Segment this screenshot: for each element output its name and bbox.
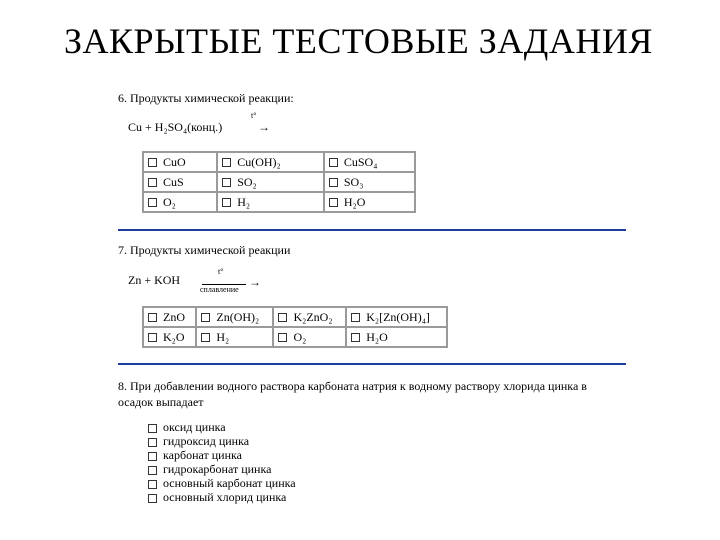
checkbox[interactable] <box>148 466 157 475</box>
option-label: O₂ <box>163 194 176 209</box>
option-cell[interactable] <box>143 327 196 347</box>
checkbox[interactable] <box>148 438 157 447</box>
option-cell[interactable] <box>273 307 346 327</box>
list-item[interactable] <box>148 434 296 448</box>
option-cell[interactable] <box>217 172 324 192</box>
section-separator <box>118 229 626 231</box>
equation-reactants: Cu + H₂SO₄(конц.) <box>128 120 223 134</box>
checkbox[interactable] <box>148 480 157 489</box>
question-7-text: 7. Продукты химической реакции <box>118 243 291 257</box>
question-8-text-line1: 8. При добавлении водного раствора карбоната натрия к водному раствору хлорида цинка в <box>118 379 587 393</box>
option-cell[interactable] <box>273 327 346 347</box>
option-cell[interactable] <box>217 152 324 172</box>
option-label: H₂O <box>366 329 388 344</box>
question-8-options <box>148 420 296 504</box>
checkbox[interactable] <box>148 452 157 461</box>
reaction-arrow: → <box>258 120 270 134</box>
option-label: H₂O <box>343 194 366 209</box>
option-cell[interactable] <box>324 172 415 192</box>
option-cell[interactable] <box>346 327 447 347</box>
checkbox[interactable] <box>329 178 338 187</box>
option-label: Cu(OH)₂ <box>237 154 281 169</box>
checkbox[interactable] <box>201 333 210 342</box>
option-cell[interactable] <box>196 327 273 347</box>
question-6-options-table <box>142 151 416 213</box>
option-cell[interactable] <box>143 152 217 172</box>
checkbox[interactable] <box>329 158 338 167</box>
option-label: K₂ZnO₂ <box>293 309 333 324</box>
checkbox[interactable] <box>148 178 157 187</box>
list-item[interactable] <box>148 420 296 434</box>
option-label: CuO <box>163 154 186 169</box>
option-cell[interactable] <box>324 192 415 212</box>
table-row <box>143 327 447 347</box>
question-6-text: 6. Продукты химической реакции: <box>118 91 294 105</box>
option-label: ZnO <box>163 309 185 324</box>
reaction-condition: t° <box>218 267 224 276</box>
option-cell[interactable] <box>217 192 324 212</box>
table-row <box>143 307 447 327</box>
table-row <box>143 192 415 212</box>
question-8-text-line2: осадок выпадает <box>118 395 204 409</box>
list-item[interactable] <box>148 462 296 476</box>
option-cell[interactable] <box>143 172 217 192</box>
option-label: H₂ <box>237 194 251 209</box>
table-row <box>143 172 415 192</box>
checkbox[interactable] <box>201 313 210 322</box>
checkbox[interactable] <box>222 198 231 207</box>
checkbox[interactable] <box>148 158 157 167</box>
option-label: гидрокарбонат цинка <box>163 462 272 476</box>
question-7-options-table <box>142 306 448 348</box>
option-label: CuS <box>163 174 184 189</box>
option-label: CuSO₄ <box>343 154 378 169</box>
option-cell[interactable] <box>324 152 415 172</box>
checkbox[interactable] <box>148 198 157 207</box>
table-row <box>143 152 415 172</box>
question-7-equation <box>128 267 288 297</box>
checkbox[interactable] <box>148 494 157 503</box>
checkbox[interactable] <box>351 313 360 322</box>
reaction-subcondition: сплавление <box>200 285 239 294</box>
checkbox[interactable] <box>329 198 338 207</box>
slide-title: ЗАКРЫТЫЕ ТЕСТОВЫЕ ЗАДАНИЯ <box>64 21 653 61</box>
reaction-arrow: → <box>249 275 261 289</box>
list-item[interactable] <box>148 448 296 462</box>
option-label: карбонат цинка <box>163 448 243 462</box>
option-label: SO₃ <box>343 174 364 189</box>
option-cell[interactable] <box>143 192 217 212</box>
option-cell[interactable] <box>346 307 447 327</box>
option-label: Zn(OH)₂ <box>216 309 260 324</box>
section-separator <box>118 363 626 365</box>
checkbox[interactable] <box>278 333 287 342</box>
reaction-condition: t° <box>251 111 257 120</box>
equation-reactants: Zn + KOH <box>128 273 181 287</box>
option-label: SO₂ <box>237 174 257 189</box>
checkbox[interactable] <box>148 313 157 322</box>
option-label: O₂ <box>293 329 307 344</box>
checkbox[interactable] <box>148 333 157 342</box>
option-label: K₂[Zn(OH)₄] <box>366 309 430 324</box>
checkbox[interactable] <box>148 424 157 433</box>
option-label: основный карбонат цинка <box>163 476 296 490</box>
option-label: H₂ <box>216 329 230 344</box>
checkbox[interactable] <box>222 158 231 167</box>
option-cell[interactable] <box>143 307 196 327</box>
list-item[interactable] <box>148 476 296 490</box>
option-label: гидроксид цинка <box>163 434 250 448</box>
checkbox[interactable] <box>278 313 287 322</box>
option-label: основный хлорид цинка <box>163 490 287 504</box>
question-6-equation <box>128 111 288 140</box>
option-label: K₂O <box>163 329 185 344</box>
option-cell[interactable] <box>196 307 273 327</box>
checkbox[interactable] <box>222 178 231 187</box>
checkbox[interactable] <box>351 333 360 342</box>
list-item[interactable] <box>148 490 296 504</box>
option-label: оксид цинка <box>163 420 226 434</box>
